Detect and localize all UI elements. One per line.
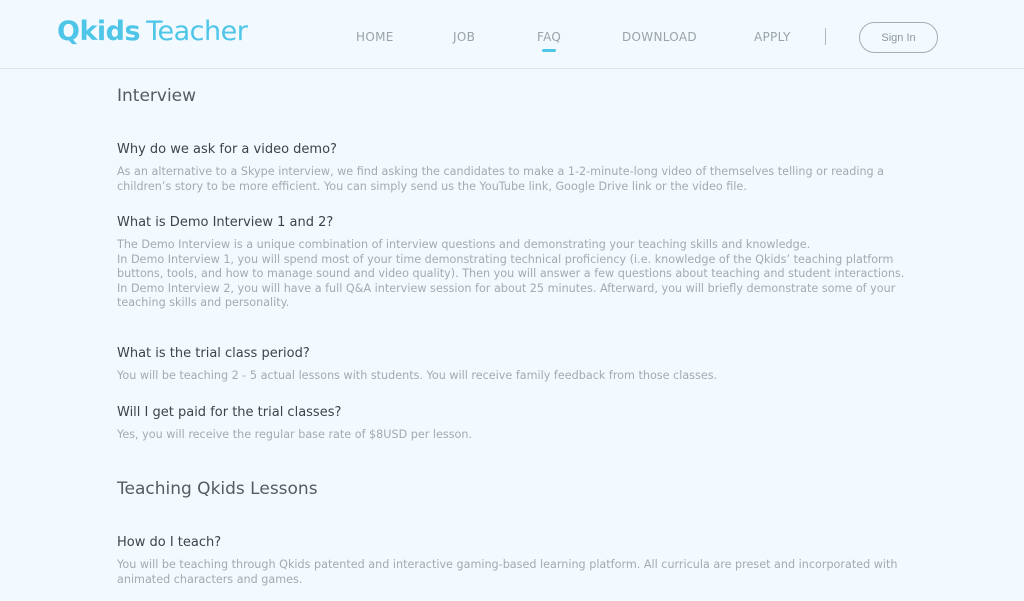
logo-text-qkids: Qkids [57,16,141,47]
qkids-teacher-logo[interactable] [57,16,247,47]
nav-job-link[interactable]: JOB [453,30,476,44]
top-navigation-bar [0,0,1024,69]
sign-in-button[interactable]: Sign In [859,22,938,53]
faq-answer-trial-period [117,369,907,384]
answer-paragraph: In Demo Interview 2, you will have a full Q&A interview session for about 25 minutes. Afterward, you will briefly demonstrate some of your teaching skills and personality. [117,281,896,309]
faq-question-video-demo: Why do we ask for a video demo? [117,142,337,157]
faq-question-how-teach: How do I teach? [117,535,222,550]
nav-download-link[interactable]: DOWNLOAD [622,30,697,44]
faq-question-trial-pay: Will I get paid for the trial classes? [117,405,342,420]
faq-answer-video-demo [117,165,907,194]
nav-apply-link[interactable]: APPLY [754,30,791,44]
faq-answer-demo-interview [117,238,907,311]
answer-paragraph: You will be teaching 2 - 5 actual lessons with students. You will receive family feedback from those classes. [117,369,718,382]
answer-paragraph: In Demo Interview 1, you will spend most of your time demonstrating technical proficiency (i.e. knowledge of the Qkids’ teaching platform buttons, tools, and how to manage sound and video quality). Then you will answer a few questions about teaching and student interactions. [117,252,905,280]
answer-paragraph: Yes, you will receive the regular base rate of $8USD per lesson. [117,428,473,441]
answer-paragraph: As an alternative to a Skype interview, we find asking the candidates to make a 1-2-minute-long video of themselves telling or reading a children’s story to be more efficient. You can simply send us the YouTube link, Google Drive link or the video file. [117,165,885,193]
faq-answer-how-teach [117,558,907,587]
nav-divider [825,28,826,45]
section-title-interview: Interview [117,86,197,106]
nav-home-link[interactable]: HOME [356,30,394,44]
faq-question-trial-period: What is the trial class period? [117,346,310,361]
nav-faq-link[interactable]: FAQ [537,30,562,44]
faq-answer-trial-pay [117,428,907,443]
answer-paragraph: The Demo Interview is a unique combination of interview questions and demonstrating your teaching skills and knowledge. [117,238,811,251]
logo-text-teacher: Teacher [146,16,248,47]
section-title-teaching-lessons: Teaching Qkids Lessons [117,479,318,499]
answer-paragraph: You will be teaching through Qkids patented and interactive gaming-based learning platform. All curricula are preset and incorporated with animated characters and games. [117,558,898,586]
faq-question-demo-interview: What is Demo Interview 1 and 2? [117,215,334,230]
